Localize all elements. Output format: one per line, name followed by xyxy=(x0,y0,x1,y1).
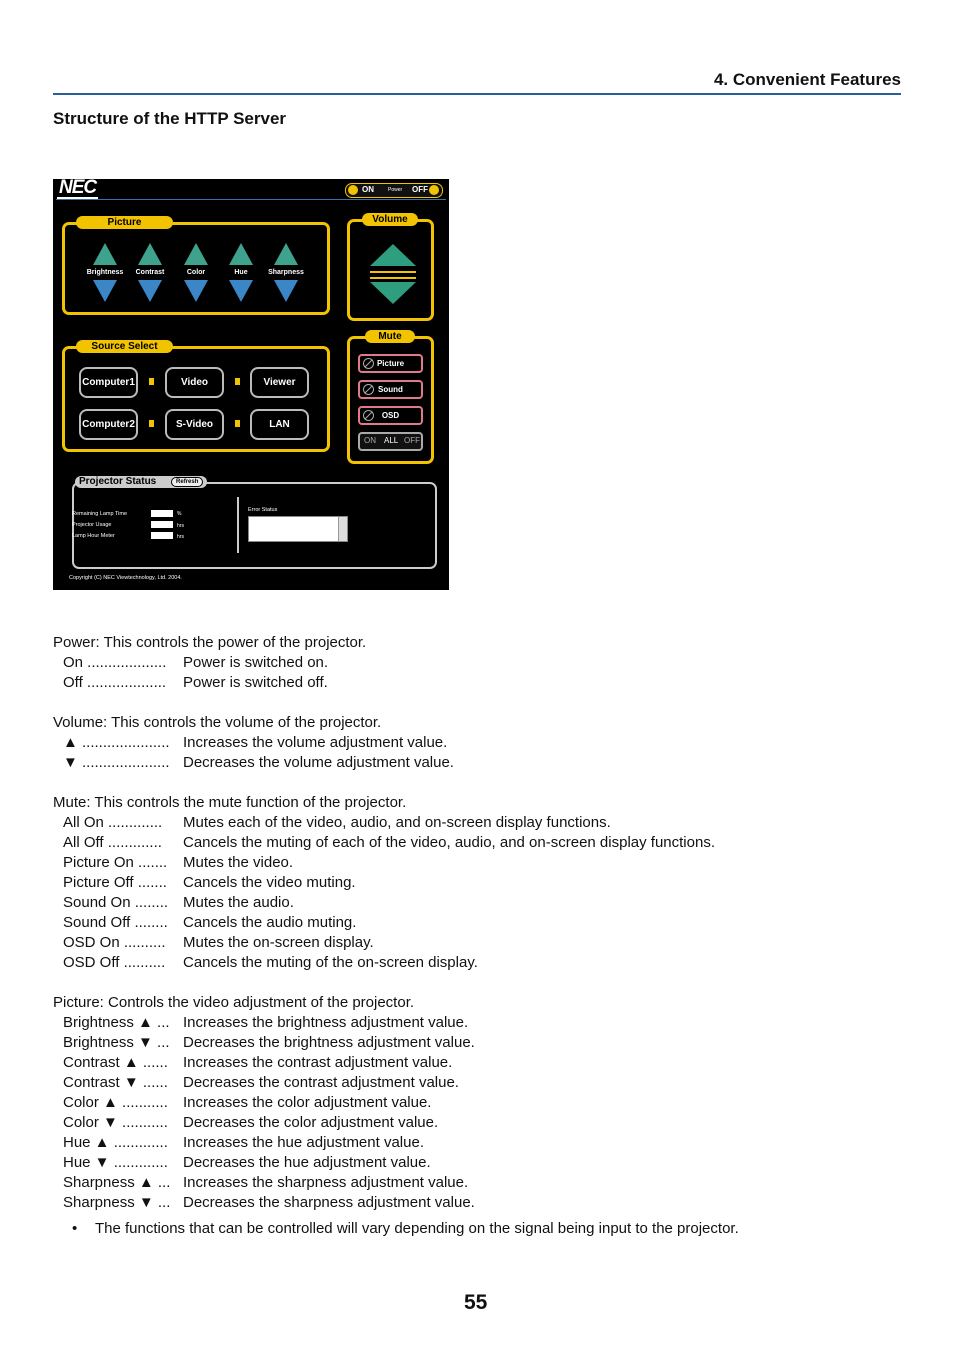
volume-heading: Volume: This controls the volume of the projector. xyxy=(53,714,382,731)
volume-up-desc: Increases the volume adjustment value. xyxy=(183,734,448,751)
mute-item-key: Picture On ....... xyxy=(63,854,168,871)
copyright: Copyright (C) NEC Viewtechnology, Ltd. 2004. xyxy=(69,575,182,581)
picture-item-key: Sharpness ▲ ... xyxy=(63,1174,171,1191)
power-heading: Power: This controls the power of the projector. xyxy=(53,634,367,651)
mute-item-desc: Mutes the on-screen display. xyxy=(183,934,374,951)
mute-heading: Mute: This controls the mute function of the projector. xyxy=(53,794,407,811)
power-toggle[interactable] xyxy=(345,183,443,198)
volume-group xyxy=(347,219,434,321)
picture-item-key: Color ▲ ........... xyxy=(63,1094,168,1111)
mute-all-off-label: OFF xyxy=(404,436,420,445)
mute-item-key: Sound On ........ xyxy=(63,894,169,911)
hue-up-button[interactable] xyxy=(229,243,253,265)
brightness-up-button[interactable] xyxy=(93,243,117,265)
http-server-ui xyxy=(53,179,449,590)
picture-item-desc: Increases the brightness adjustment value. xyxy=(183,1014,469,1031)
volume-down-button[interactable] xyxy=(370,282,416,304)
mute-item-desc: Cancels the audio muting. xyxy=(183,914,357,931)
picture-item-desc: Decreases the sharpness adjustment value. xyxy=(183,1194,475,1211)
computer2-indicator-icon xyxy=(149,420,154,427)
note-bullet-icon: • xyxy=(72,1220,78,1237)
header-rule xyxy=(56,199,446,200)
error-status-label: Error Status xyxy=(248,507,278,513)
color-up-button[interactable] xyxy=(184,243,208,265)
hue-label: Hue xyxy=(234,269,248,276)
picture-item-key: Brightness ▲ ... xyxy=(63,1014,170,1031)
lan-button[interactable]: LAN xyxy=(250,409,309,440)
picture-item-desc: Increases the contrast adjustment value. xyxy=(183,1054,453,1071)
sharpness-down-button[interactable] xyxy=(274,280,298,302)
remaining-lamp-time-field xyxy=(151,510,173,517)
picture-item-desc: Decreases the brightness adjustment value. xyxy=(183,1034,475,1051)
hue-control xyxy=(221,243,261,302)
contrast-control xyxy=(130,243,170,302)
lamp-hour-meter-unit: hrs xyxy=(177,534,184,540)
mute-osd-button[interactable] xyxy=(358,406,423,425)
power-off-label: OFF xyxy=(412,185,428,194)
remaining-lamp-time-label: Remaining Lamp Time xyxy=(72,511,128,517)
mute-all-label: ALL xyxy=(384,436,399,445)
viewer-button[interactable]: Viewer xyxy=(250,367,309,398)
projector-status-title xyxy=(75,476,207,488)
power-on-indicator-icon xyxy=(348,185,358,195)
refresh-button[interactable]: Refresh xyxy=(171,477,203,487)
mute-item-desc: Cancels the muting of the on-screen display. xyxy=(183,954,478,971)
volume-up-key: ▲ ..................... xyxy=(63,734,170,751)
mute-item-desc: Mutes each of the video, audio, and on-screen display functions. xyxy=(183,814,611,831)
mute-picture-button[interactable] xyxy=(358,354,423,373)
projector-usage-field xyxy=(151,521,173,528)
power-off-desc: Power is switched off. xyxy=(183,674,328,691)
mute-osd-label: OSD xyxy=(381,411,400,420)
mute-item-key: Picture Off ....... xyxy=(63,874,167,891)
power-off-indicator-icon xyxy=(429,185,439,195)
projector-usage-label: Projector Usage xyxy=(72,522,112,528)
picture-item-desc: Increases the sharpness adjustment value. xyxy=(183,1174,469,1191)
video-indicator-icon xyxy=(235,378,240,385)
s-video-button[interactable]: S-Video xyxy=(165,409,224,440)
picture-item-desc: Decreases the color adjustment value. xyxy=(183,1114,439,1131)
mute-item-key: OSD Off .......... xyxy=(63,954,166,971)
mute-item-key: OSD On .......... xyxy=(63,934,166,951)
picture-item-desc: Decreases the hue adjustment value. xyxy=(183,1154,431,1171)
mute-item-desc: Cancels the muting of each of the video, audio, and on-screen display functions. xyxy=(183,834,715,851)
hue-down-button[interactable] xyxy=(229,280,253,302)
contrast-label: Contrast xyxy=(135,269,165,276)
mute-item-desc: Mutes the audio. xyxy=(183,894,294,911)
mute-picture-label: Picture xyxy=(376,359,405,368)
sharpness-up-button[interactable] xyxy=(274,243,298,265)
s-video-indicator-icon xyxy=(235,420,240,427)
brightness-label: Brightness xyxy=(86,269,124,276)
volume-up-button[interactable] xyxy=(370,244,416,266)
mute-sound-button[interactable] xyxy=(358,380,423,399)
color-down-button[interactable] xyxy=(184,280,208,302)
volume-down-desc: Decreases the volume adjustment value. xyxy=(183,754,454,771)
projector-status-label: Projector Status xyxy=(79,476,157,487)
picture-item-key: Brightness ▼ ... xyxy=(63,1034,170,1051)
mute-group-title: Mute xyxy=(365,330,415,343)
volume-group-title: Volume xyxy=(362,213,418,226)
mute-all-on-label: ON xyxy=(364,436,376,445)
lamp-hour-meter-label: Lamp Hour Meter xyxy=(72,533,115,539)
note-text: The functions that can be controlled will vary depending on the signal being input to the projector. xyxy=(95,1220,739,1237)
picture-item-desc: Increases the hue adjustment value. xyxy=(183,1134,424,1151)
section-title: Structure of the HTTP Server xyxy=(53,109,287,128)
picture-item-desc: Increases the color adjustment value. xyxy=(183,1094,432,1111)
chapter-rule xyxy=(53,93,901,95)
video-button[interactable]: Video xyxy=(165,367,224,398)
picture-heading: Picture: Controls the video adjustment of the projector. xyxy=(53,994,415,1011)
picture-item-key: Color ▼ ........... xyxy=(63,1114,168,1131)
picture-item-desc: Decreases the contrast adjustment value. xyxy=(183,1074,459,1091)
status-divider xyxy=(237,497,239,553)
projector-usage-unit: hrs xyxy=(177,523,184,529)
power-on-label: ON xyxy=(362,185,374,194)
sharpness-control xyxy=(266,243,306,302)
mute-item-desc: Cancels the video muting. xyxy=(183,874,356,891)
mute-item-desc: Mutes the video. xyxy=(183,854,294,871)
picture-item-key: Contrast ▼ ...... xyxy=(63,1074,168,1091)
color-control xyxy=(176,243,216,302)
mute-item-key: Sound Off ........ xyxy=(63,914,168,931)
brightness-down-button[interactable] xyxy=(93,280,117,302)
picture-item-key: Hue ▼ ............. xyxy=(63,1154,168,1171)
brightness-control xyxy=(85,243,125,302)
sharpness-label: Sharpness xyxy=(268,269,304,276)
computer2-button[interactable]: Computer2 xyxy=(79,409,138,440)
power-label: Power xyxy=(388,187,403,193)
picture-item-key: Hue ▲ ............. xyxy=(63,1134,168,1151)
picture-item-key: Contrast ▲ ...... xyxy=(63,1054,168,1071)
color-label: Color xyxy=(186,269,206,276)
picture-item-key: Sharpness ▼ ... xyxy=(63,1194,171,1211)
volume-down-key: ▼ ..................... xyxy=(63,754,170,771)
power-on-desc: Power is switched on. xyxy=(183,654,329,671)
computer1-indicator-icon xyxy=(149,378,154,385)
page-number: 55 xyxy=(464,1291,488,1314)
mute-sound-label: Sound xyxy=(378,385,403,394)
nec-logo: NEC xyxy=(59,177,97,198)
mute-item-key: All On ............. xyxy=(63,814,163,831)
remaining-lamp-time-unit: % xyxy=(177,511,182,517)
mute-all-toggle[interactable] xyxy=(358,432,423,451)
chapter-title: 4. Convenient Features xyxy=(713,70,901,89)
error-status-scrollbar[interactable] xyxy=(338,517,347,541)
error-status-field[interactable] xyxy=(248,516,348,542)
volume-divider-top xyxy=(370,271,416,273)
source-select-title: Source Select xyxy=(76,340,173,353)
picture-group-title: Picture xyxy=(76,216,173,229)
power-on-key: On ................... xyxy=(63,654,167,671)
volume-divider-bottom xyxy=(370,277,416,279)
lamp-hour-meter-field xyxy=(151,532,173,539)
contrast-down-button[interactable] xyxy=(138,280,162,302)
mute-item-key: All Off ............. xyxy=(63,834,162,851)
contrast-up-button[interactable] xyxy=(138,243,162,265)
power-off-key: Off ................... xyxy=(63,674,167,691)
computer1-button[interactable]: Computer1 xyxy=(79,367,138,398)
